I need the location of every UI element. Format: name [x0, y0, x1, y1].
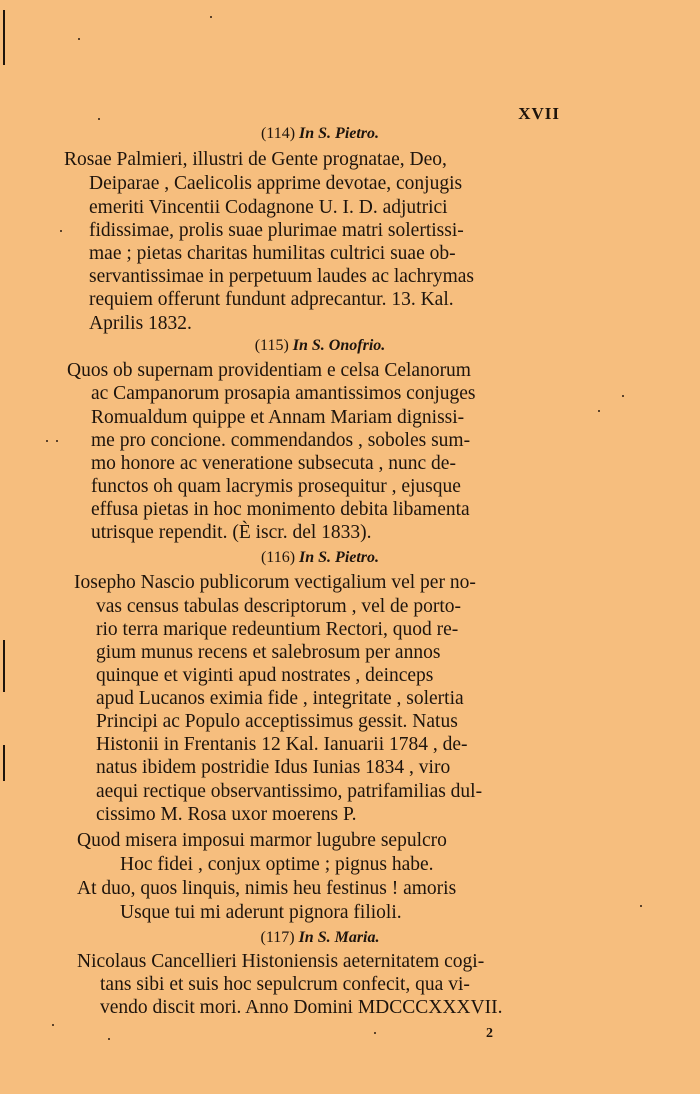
text-line: tans sibi et suis hoc sepulcrum confecit, qua vi- [100, 974, 470, 995]
inscription-location: In S. Maria. [298, 929, 380, 946]
text-line: me pro concione. commendandos , soboles sum- [91, 430, 471, 451]
verse-line: Usque tui mi aderunt pignora filioli. [120, 902, 402, 923]
text-line: effusa pietas in hoc monimento debita libamenta [91, 499, 470, 520]
signature-mark: 2 [486, 1026, 493, 1041]
text-line: vas census tabulas descriptorum , vel de porto- [96, 596, 461, 617]
text-line: aequi rectique observantissimo, patrifamilias dul- [96, 781, 483, 802]
text-line: apud Lucanos eximia fide , integritate , solertia [96, 688, 464, 709]
inscription-location: In S. Onofrio. [292, 337, 386, 354]
text-line: fidissimae, prolis suae plurimae matri solertissi- [89, 220, 464, 241]
scan-speck [52, 1024, 54, 1026]
text-line: rio terra marique redeuntium Rectori, quod re- [96, 619, 459, 640]
scan-speck [622, 395, 624, 397]
text-line: Nicolaus Cancellieri Histoniensis aeternitatem cogi- [77, 951, 485, 972]
scan-speck [78, 38, 80, 40]
text-line: gium munus recens et salebrosum per annos [96, 642, 441, 663]
scan-edge-mark [3, 10, 5, 65]
inscription-heading [0, 928, 640, 948]
text-line: mae ; pietas charitas humilitas cultrici suae ob- [89, 243, 456, 264]
scan-speck [98, 118, 100, 120]
inscription-number: (115) [254, 337, 289, 354]
text-line: mo honore ac veneratione subsecuta , nunc de- [91, 453, 456, 474]
scan-speck [640, 905, 642, 907]
scan-speck [108, 1038, 110, 1040]
verse-line: At duo, quos linquis, nimis heu festinus ! amoris [77, 878, 457, 899]
inscription-heading [0, 336, 640, 356]
text-line: cissimo M. Rosa uxor moerens P. [96, 804, 357, 825]
text-line: Deiparae , Caelicolis apprime devotae, conjugis [89, 173, 463, 194]
text-line: Quos ob supernam providentiam e celsa Celanorum [67, 360, 471, 381]
scan-speck [374, 1032, 376, 1034]
text-line: emeriti Vincentii Codagnone U. I. D. adjutrici [89, 197, 448, 218]
text-line: vendo discit mori. Anno Domini MDCCCXXXVII. [100, 997, 503, 1018]
page-number: XVII [518, 104, 560, 123]
text-line: functos oh quam lacrymis prosequitur , ejusque [91, 476, 461, 497]
scan-speck [598, 410, 600, 412]
inscription-number: (116) [260, 549, 296, 566]
text-line: Aprilis 1832. [89, 313, 192, 334]
text-line: Histonii in Frentanis 12 Kal. Ianuarii 1784 , de- [96, 734, 468, 755]
scan-speck [46, 440, 48, 442]
scan-speck [60, 230, 62, 232]
verse-line: Quod misera imposui marmor lugubre sepulcro [77, 830, 447, 851]
scan-speck [210, 16, 212, 18]
text-line: Principi ac Populo acceptissimus gessit. Natus [96, 711, 458, 732]
scan-speck [56, 440, 58, 442]
inscription-location: In S. Pietro. [299, 549, 380, 566]
inscription-heading [0, 124, 640, 144]
text-line: utrisque rependit. (È iscr. del 1833). [91, 522, 372, 543]
inscription-number: (117) [260, 929, 295, 946]
scan-edge-mark [3, 640, 5, 692]
text-line: servantissimae in perpetuum laudes ac lachrymas [89, 266, 474, 287]
inscription-heading [0, 548, 640, 568]
text-line: requiem offerunt fundunt adprecantur. 13. Kal. [89, 289, 454, 310]
text-line: Romualdum quippe et Annam Mariam dignissi- [91, 407, 465, 428]
inscription-number: (114) [260, 125, 296, 142]
scan-edge-mark [3, 745, 5, 781]
text-line: natus ibidem postridie Idus Iunias 1834 , viro [96, 757, 451, 778]
text-line: Rosae Palmieri, illustri de Gente prognatae, Deo, [64, 149, 447, 170]
text-line: ac Campanorum prosapia amantissimos conjuges [91, 383, 476, 404]
text-line: Iosepho Nascio publicorum vectigalium vel per no- [74, 572, 476, 593]
verse-line: Hoc fidei , conjux optime ; pignus habe. [120, 854, 434, 875]
text-line: quinque et viginti apud nostrates , deinceps [96, 665, 434, 686]
inscription-location: In S. Pietro. [299, 125, 380, 142]
